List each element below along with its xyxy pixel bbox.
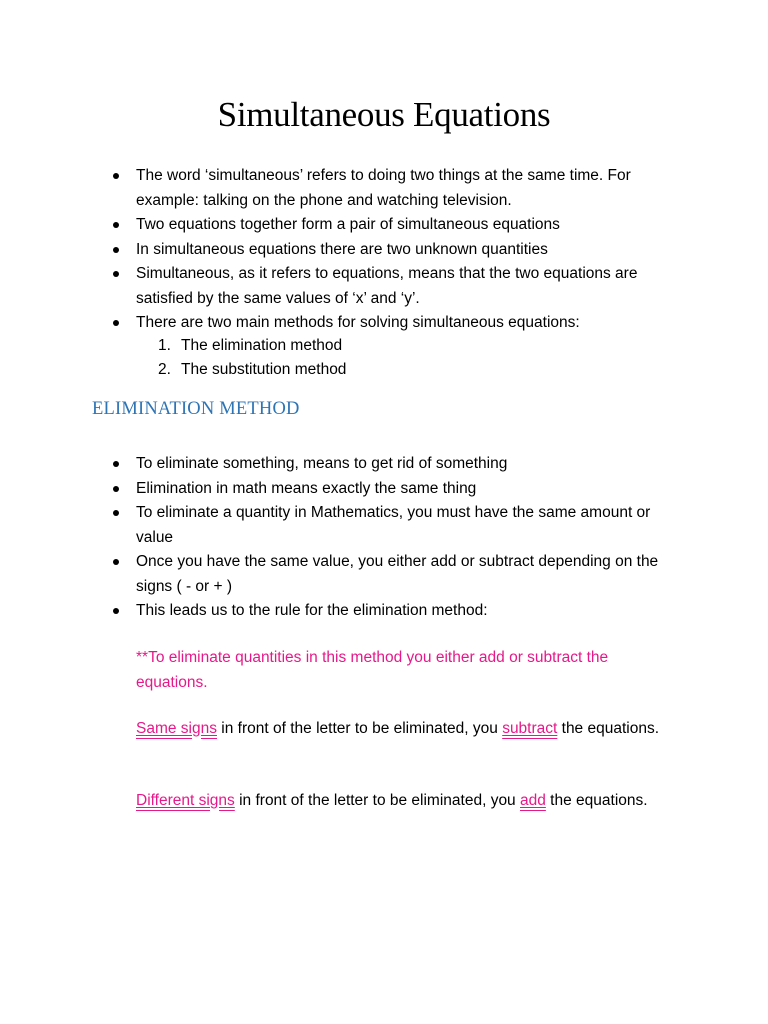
rule-different-signs: Different signs in front of the letter to be eliminated, you add the equations. bbox=[136, 792, 648, 809]
bullet-icon bbox=[113, 608, 119, 614]
methods-numbered-list bbox=[0, 334, 346, 382]
list-item: The word ‘simultaneous’ refers to doing two things at the same time. For example: talking on the phone and watching television. bbox=[0, 164, 676, 213]
bullet-icon bbox=[113, 510, 119, 516]
list-number: 2. bbox=[158, 361, 171, 378]
elimination-bullet-list bbox=[0, 452, 676, 624]
list-item: Simultaneous, as it refers to equations, means that the two equations are satisfied by the same values of ‘x’ and ‘y’. bbox=[0, 262, 676, 311]
same-signs-term: Same signs bbox=[136, 720, 217, 737]
subtract-term: subtract bbox=[502, 720, 558, 737]
method-item bbox=[0, 334, 346, 358]
list-item: To eliminate something, means to get rid of something bbox=[0, 452, 676, 477]
different-signs-term: Different signs bbox=[136, 792, 235, 809]
list-item: Elimination in math means exactly the same thing bbox=[0, 477, 676, 502]
method-item bbox=[0, 358, 346, 382]
list-item: Two equations together form a pair of simultaneous equations bbox=[0, 213, 676, 238]
bullet-icon bbox=[113, 173, 119, 179]
bullet-icon bbox=[113, 461, 119, 467]
bullet-icon bbox=[113, 320, 119, 326]
add-term: add bbox=[520, 792, 546, 809]
list-item: This leads us to the rule for the elimination method: bbox=[0, 599, 676, 624]
rule-same-signs: Same signs in front of the letter to be eliminated, you subtract the equations. bbox=[136, 720, 660, 737]
bullet-icon bbox=[113, 486, 119, 492]
section-heading-elimination: ELIMINATION METHOD bbox=[92, 399, 300, 419]
list-item: Once you have the same value, you either add or subtract depending on the signs ( - or + ) bbox=[0, 550, 676, 599]
list-item: To eliminate a quantity in Mathematics, you must have the same amount or value bbox=[0, 501, 676, 550]
list-item: There are two main methods for solving simultaneous equations: bbox=[0, 311, 676, 336]
method-label: The substitution method bbox=[181, 361, 347, 378]
bullet-icon bbox=[113, 247, 119, 253]
bullet-icon bbox=[113, 222, 119, 228]
bullet-icon bbox=[113, 559, 119, 565]
intro-bullet-list bbox=[0, 164, 676, 336]
method-label: The elimination method bbox=[181, 337, 343, 354]
page-title: Simultaneous Equations bbox=[217, 95, 551, 134]
bullet-icon bbox=[113, 271, 119, 277]
list-item: In simultaneous equations there are two unknown quantities bbox=[0, 238, 676, 263]
rule-statement: **To eliminate quantities in this method you either add or subtract the equations. bbox=[136, 649, 609, 691]
list-number: 1. bbox=[158, 337, 171, 354]
